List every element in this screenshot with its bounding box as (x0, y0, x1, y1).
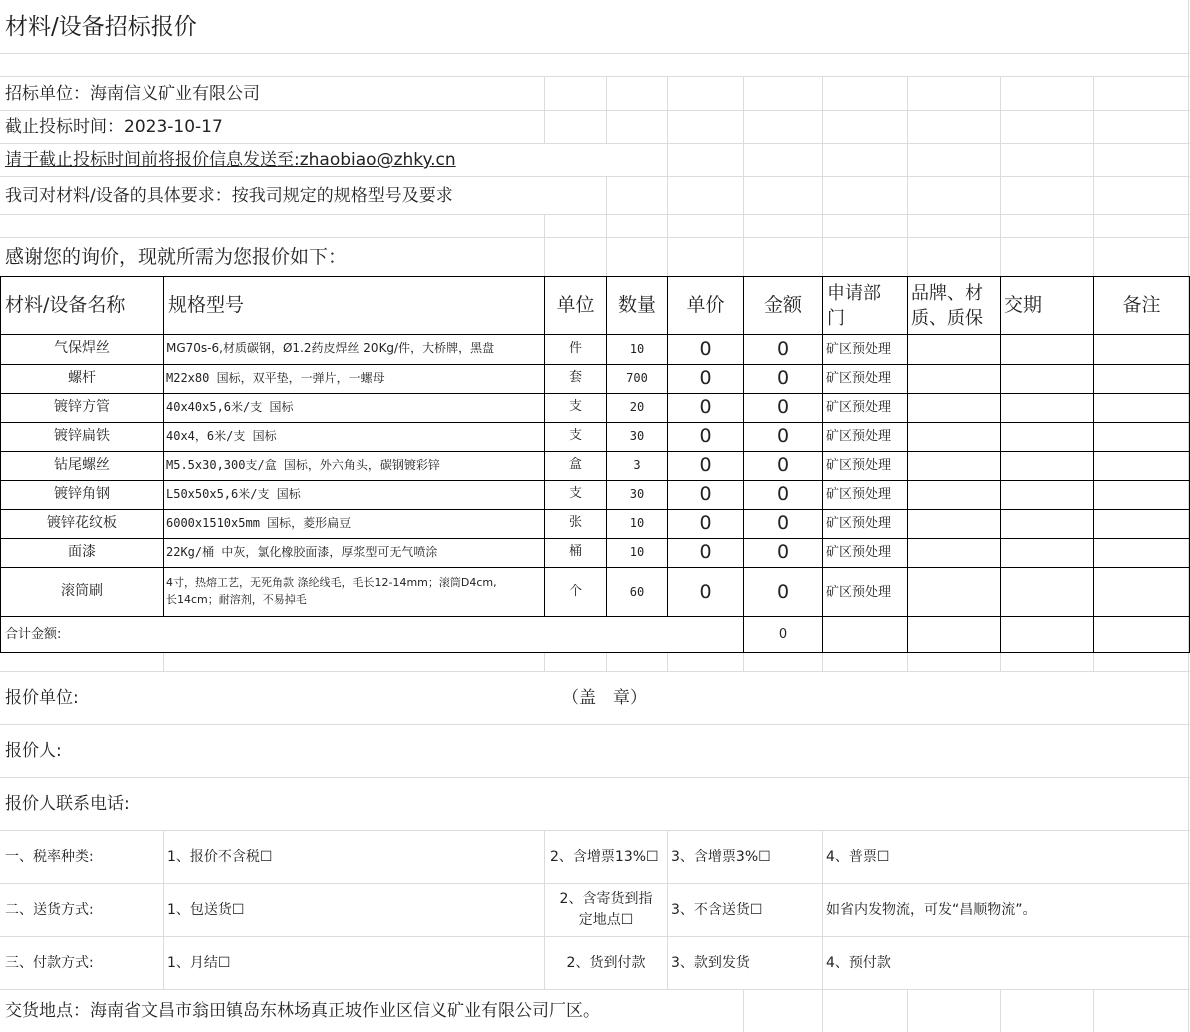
page-title: 材料/设备招标报价 (5, 14, 197, 40)
shipping-option-2-line2[interactable]: 定地点☐ (578, 912, 634, 928)
cell-amount: 0 (776, 512, 790, 534)
delivery-address: 交货地点：海南省文昌市翁田镇岛东林场真正坡作业区信义矿业有限公司厂区。 (5, 1001, 600, 1021)
overflow-mask (540, 144, 640, 176)
cell-qty: 30 (629, 429, 645, 443)
gridline (0, 777, 1190, 778)
cell-name: 滚筒刷 (61, 583, 103, 599)
cell-spec: 22Kg/桶 中灰，氯化橡胶面漆，厚浆型可无气喷涂 (166, 545, 438, 559)
table-border (0, 276, 1190, 277)
cell-qty: 10 (629, 516, 645, 530)
cell-name: 面漆 (68, 544, 96, 560)
gridline (0, 830, 1190, 831)
table-border (0, 652, 1190, 653)
gridline (743, 653, 744, 671)
cell-price: 0 (699, 425, 712, 447)
overflow-mask (540, 177, 550, 214)
cell-price: 0 (699, 541, 712, 563)
cell-unit: 个 (568, 584, 582, 599)
header-name: 材料/设备名称 (5, 294, 126, 316)
total-value: 0 (778, 627, 788, 642)
cell-price: 0 (699, 512, 712, 534)
header-brand-line2: 质、质保 (911, 308, 983, 329)
table-border (0, 334, 1190, 335)
cell-spec: M5.5x30,300支/盒 国标，外六角头，碳钢镀彩锌 (166, 458, 440, 472)
cell-name: 螺杆 (68, 370, 96, 386)
gridline (163, 830, 164, 989)
gridline (1093, 76, 1094, 276)
gridline (0, 936, 1190, 937)
shipping-label: 二、送货方式: (5, 902, 94, 918)
tax-option-3[interactable]: 3、含增票3%☐ (671, 849, 771, 865)
shipping-option-1[interactable]: 1、包送货☐ (167, 902, 245, 918)
cell-price: 0 (699, 454, 712, 476)
cell-dept: 矿区预处理 (826, 516, 892, 531)
payment-option-2[interactable]: 2、货到付款 (566, 955, 646, 971)
cell-amount: 0 (776, 581, 790, 603)
gridline (0, 76, 1190, 77)
cell-spec-line1: 4寸，热熔工艺，无死角款 涤纶线毛，毛长12-14mm；滚筒D4cm, (166, 576, 497, 589)
gridline (907, 989, 908, 1032)
cell-unit: 盒 (568, 457, 582, 472)
cell-unit: 支 (568, 428, 582, 443)
cell-spec: 40x40x5,6米/支 国标 (166, 400, 294, 414)
gridline (0, 176, 1190, 177)
tax-label: 一、税率种类: (5, 849, 94, 865)
table-border (0, 509, 1190, 510)
gridline (1093, 653, 1094, 671)
table-border (1000, 276, 1001, 653)
cell-spec: MG70s-6,材质碳钢，Ø1.2药皮焊丝 20Kg/件，大桥牌，黑盘 (166, 341, 495, 355)
gridline (0, 724, 1190, 725)
cell-unit: 套 (568, 370, 582, 385)
phone-label: 报价人联系电话: (5, 794, 130, 814)
header-remark: 备注 (1122, 294, 1161, 316)
gridline (606, 76, 607, 276)
table-border (822, 276, 823, 653)
header-spec: 规格型号 (168, 294, 245, 316)
gridline (822, 76, 823, 276)
cell-qty: 700 (626, 371, 648, 385)
quoter-label: 报价人: (5, 741, 62, 761)
gridline (544, 76, 545, 276)
table-border (0, 616, 1190, 617)
gridline (0, 237, 1190, 238)
gridline (743, 989, 744, 1032)
gridline (822, 989, 823, 1032)
header-dept-line1: 申请部 (827, 283, 881, 304)
cell-dept: 矿区预处理 (826, 585, 892, 600)
requirement-note: 我司对材料/设备的具体要求：按我司规定的规格型号及要求 (5, 186, 453, 206)
gridline (1000, 76, 1001, 276)
cell-amount: 0 (776, 483, 790, 505)
payment-option-3[interactable]: 3、款到发货 (671, 955, 750, 971)
table-border (0, 364, 1190, 365)
cell-name: 气保焊丝 (54, 340, 110, 356)
cell-dept: 矿区预处理 (826, 487, 892, 502)
table-border (0, 393, 1190, 394)
cell-price: 0 (699, 483, 712, 505)
table-border (544, 276, 545, 617)
cell-dept: 矿区预处理 (826, 342, 892, 357)
table-border (0, 451, 1190, 452)
total-label: 合计金额: (5, 627, 62, 642)
cell-dept: 矿区预处理 (826, 545, 892, 560)
cell-unit: 支 (568, 399, 582, 414)
cell-amount: 0 (776, 338, 790, 360)
submission-email[interactable]: 请于截止投标时间前将报价信息发送至:zhaobiao@zhky.cn (5, 150, 456, 170)
cell-spec: M22x80 国标，双平垫，一弹片，一螺母 (166, 371, 385, 385)
cell-amount: 0 (776, 396, 790, 418)
cell-price: 0 (699, 396, 712, 418)
payment-option-4[interactable]: 4、预付款 (826, 955, 891, 971)
shipping-option-2-line1[interactable]: 2、含寄货到指 (559, 891, 653, 907)
seal-label: （盖 章） (562, 688, 647, 708)
gridline (0, 53, 1190, 54)
cell-name: 镀锌角钢 (54, 486, 110, 502)
deadline: 截止投标时间：2023-10-17 (5, 117, 223, 137)
payment-label: 三、付款方式: (5, 955, 94, 971)
payment-option-1[interactable]: 1、月结☐ (167, 955, 231, 971)
tax-option-2[interactable]: 2、含增票13%☐ (550, 849, 659, 865)
cell-spec: 6000x1510x5mm 国标，菱形扁豆 (166, 516, 352, 530)
tender-unit: 招标单位：海南信义矿业有限公司 (5, 84, 260, 104)
gridline (907, 76, 908, 276)
gridline (667, 830, 668, 989)
cell-qty: 20 (629, 400, 645, 414)
cell-spec-line2: 长14cm；耐溶剂，不易掉毛 (166, 593, 307, 606)
gridline (743, 76, 744, 276)
cell-spec: 40x4，6米/支 国标 (166, 429, 277, 443)
cell-name: 钻尾螺丝 (54, 457, 110, 473)
cell-amount: 0 (776, 541, 790, 563)
gridline (163, 653, 164, 671)
cell-dept: 矿区预处理 (826, 429, 892, 444)
cell-qty: 10 (629, 342, 645, 356)
table-border (163, 276, 164, 617)
cell-name: 镀锌扁铁 (54, 428, 110, 444)
gridline (544, 653, 545, 671)
cell-qty: 10 (629, 545, 645, 559)
gridline (0, 883, 1190, 884)
header-amount: 金额 (763, 294, 802, 316)
table-border (0, 538, 1190, 539)
header-brand-line1: 品牌、材 (911, 283, 983, 304)
cell-name: 镀锌花纹板 (47, 515, 117, 531)
gridline (822, 653, 823, 671)
gridline (907, 653, 908, 671)
cell-name: 镀锌方管 (54, 399, 110, 415)
cell-qty: 30 (629, 487, 645, 501)
gridline (1000, 653, 1001, 671)
cell-amount: 0 (776, 454, 790, 476)
thanks-note: 感谢您的询价，现就所需为您报价如下： (5, 246, 348, 268)
cell-amount: 0 (776, 425, 790, 447)
gridline (0, 214, 1190, 215)
cell-qty: 60 (629, 585, 645, 599)
cell-dept: 矿区预处理 (826, 458, 892, 473)
header-qty: 数量 (617, 294, 656, 316)
cell-spec: L50x50x5,6米/支 国标 (166, 487, 301, 501)
cell-unit: 支 (568, 486, 582, 501)
gridline (606, 653, 607, 671)
quote-unit-label: 报价单位: (5, 688, 79, 708)
table-border (907, 276, 908, 653)
gridline (822, 830, 823, 989)
shipping-option-3[interactable]: 3、不含送货☐ (671, 902, 763, 918)
header-dept-line2: 门 (827, 308, 845, 329)
header-delivery: 交期 (1004, 294, 1043, 316)
cell-unit: 桶 (568, 544, 582, 559)
table-border (0, 480, 1190, 481)
tax-option-1[interactable]: 1、报价不含税☐ (167, 849, 273, 865)
cell-amount: 0 (776, 367, 790, 389)
gridline (0, 110, 1190, 111)
gridline (0, 671, 1190, 672)
cell-price: 0 (699, 338, 712, 360)
cell-price: 0 (699, 581, 712, 603)
cell-unit: 张 (568, 515, 582, 530)
cell-price: 0 (699, 367, 712, 389)
header-price: 单价 (686, 294, 725, 316)
gridline (667, 653, 668, 671)
cell-dept: 矿区预处理 (826, 371, 892, 386)
table-border (1093, 276, 1094, 653)
header-unit: 单位 (556, 294, 595, 316)
table-border (0, 567, 1190, 568)
gridline (1093, 989, 1094, 1032)
gridline (667, 76, 668, 276)
cell-qty: 3 (633, 458, 641, 472)
shipping-note: 如省内发物流，可发“昌顺物流”。 (826, 902, 1037, 918)
cell-unit: 件 (568, 341, 582, 356)
table-border (606, 276, 607, 617)
cell-dept: 矿区预处理 (826, 400, 892, 415)
table-border (0, 422, 1190, 423)
gridline (1000, 989, 1001, 1032)
tax-option-4[interactable]: 4、普票☐ (826, 849, 890, 865)
